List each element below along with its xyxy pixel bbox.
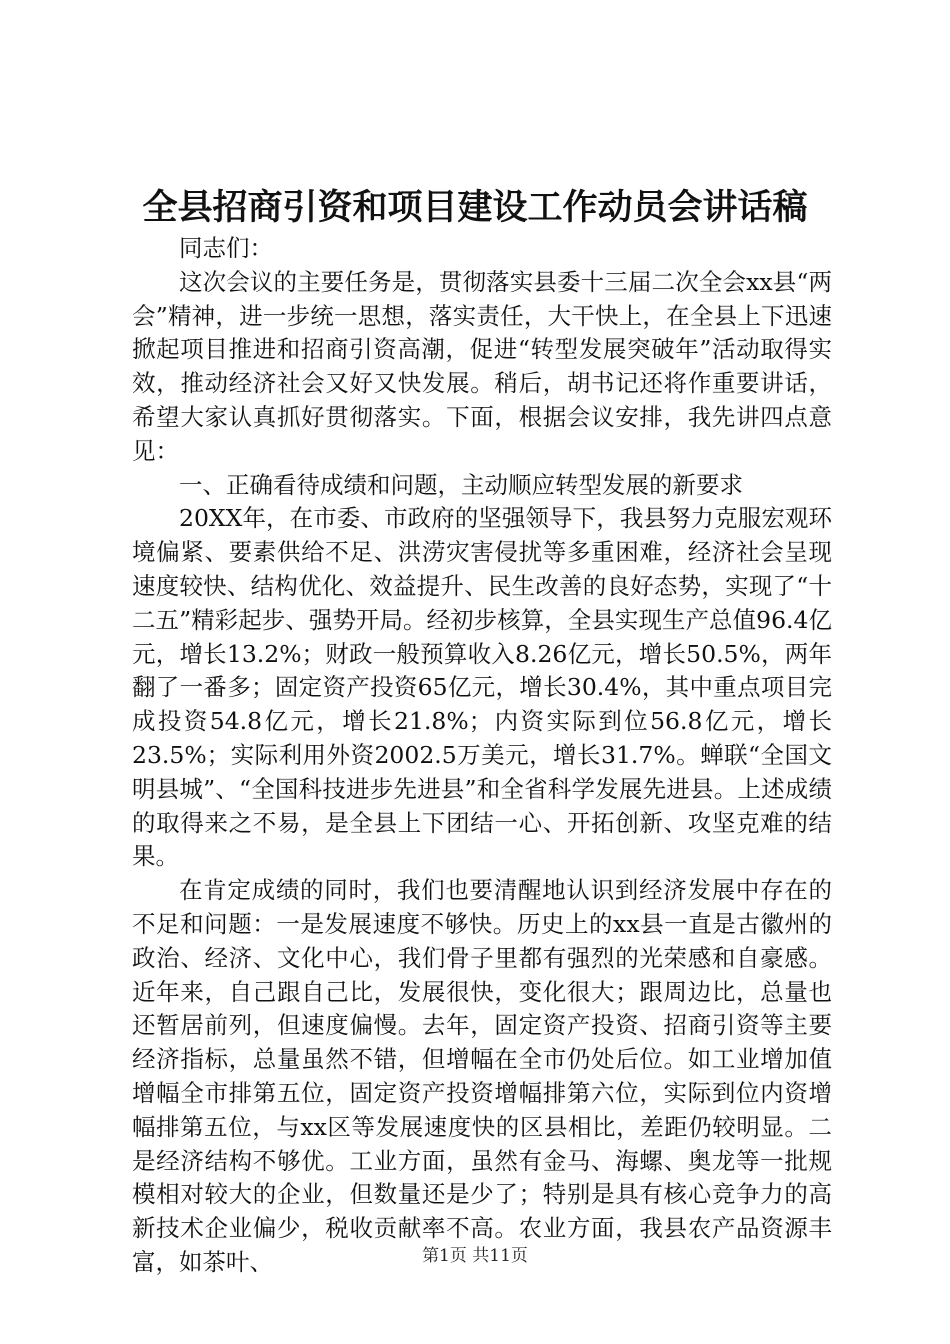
document-body [132,232,832,1280]
page-number-footer: 第1页 共11页 [422,1246,528,1266]
achievements-paragraph: 20XX年，在市委、市政府的坚强领导下，我县努力克服宏观环境偏紧、要素供给不足、洪涝灾害侵扰等多重困难，经济社会呈现速度较快、结构优化、效益提升、民生改善的良好态势，实现了“十二五”精彩起步、强势开局。经初步核算，全县实现生产总值96.4亿元，增长13.2%；财政一般预算收入8.26亿元，增长50.5%，两年翻了一番多；固定资产投资65亿元，增长30.4%，其中重点项目完成投资54.8亿元，增长21.8%；内资实际到位56.8亿元，增长23.5%；实际利用外资2002.5万美元，增长31.7%。蝉联“全国文明县城”、“全国科技进步先进县”和全省科学发展先进县。上述成绩的取得来之不易，是全县上下团结一心、开拓创新、攻坚克难的结果。 [132,504,832,871]
section-heading: 一、正确看待成绩和问题，主动顺应转型发展的新要求 [179,470,743,499]
intro-paragraph: 这次会议的主要任务是，贯彻落实县委十三届二次全会xx县“两会”精神，进一步统一思想，落实责任，大干快上，在全县上下迅速掀起项目推进和招商引资高潮，促进“转型发展突破年”活动取得实效，推动经济社会又好又快发展。稍后，胡书记还将作重要讲话，希望大家认真抓好贯彻落实。下面，根据会议安排，我先讲四点意见： [132,267,832,465]
document-title: 全县招商引资和项目建设工作动员会讲话稿 [142,187,808,228]
salutation-paragraph: 同志们： [179,234,273,262]
problems-paragraph: 在肯定成绩的同时，我们也要清醒地认识到经济发展中存在的不足和问题：一是发展速度不够快。历史上的xx县一直是古徽州的政治、经济、文化中心，我们骨子里都有强烈的光荣感和自豪感。近年来，自己跟自己比，发展很快，变化很大；跟周边比，总量也还暂居前列，但速度偏慢。去年，固定资产投资、招商引资等主要经济指标，总量虽然不错，但增幅在全市仍处后位。如工业增加值增幅全市排第五位，固定资产投资增幅排第六位，实际到位内资增幅排第五位，与xx区等发展速度快的区县相比，差距仍较明显。二是经济结构不够优。工业方面，虽然有金马、海螺、奥龙等一批规模相对较大的企业，但数量还是少了；特别是具有核心竞争力的高新技术企业偏少，税收贡献率不高。农业方面，我县农产品资源丰富，如茶叶、 [132,876,832,1276]
